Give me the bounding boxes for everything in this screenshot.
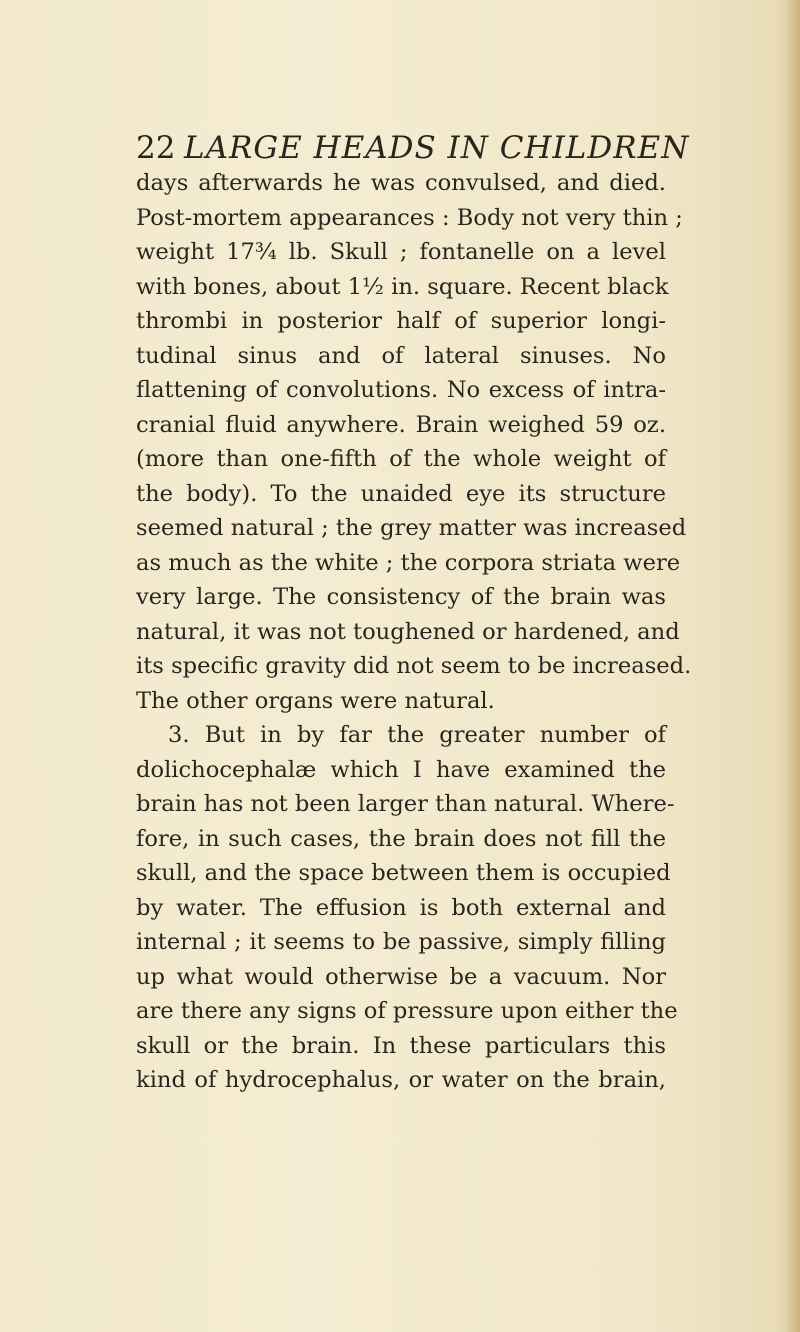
text-line: skull, and the space between them is occupied (136, 860, 671, 886)
text-line: skull or the brain. In these particulars this (136, 1032, 666, 1059)
text-line: with bones, about 1½ in. square. Recent black (136, 273, 669, 300)
text-line: dolichocephalæ which I have examined the (136, 756, 666, 783)
text-line: thrombi in posterior half of superior longi- (136, 308, 666, 334)
text-line: fore, in such cases, the brain does not fill the (136, 825, 666, 852)
text-line: as much as the white ; the corpora striata were (136, 549, 681, 576)
text-line: 3. But in by far the greater number of (168, 722, 666, 748)
page-edge-shadow (786, 0, 800, 1332)
text-line: (more than one-fifth of the whole weight of (136, 446, 666, 472)
page-header (136, 128, 696, 168)
text-line: The other organs were natural. (136, 687, 495, 714)
text-line: natural, it was not toughened or hardened, and (136, 618, 680, 645)
text-line: flattening of convolutions. No excess of intra- (136, 377, 666, 403)
text-line: brain has not been larger than natural. Where- (136, 791, 675, 817)
text-line: kind of hydrocephalus, or water on the brain, (136, 1067, 666, 1093)
page-number: 22 (136, 130, 176, 166)
text-line: cranial fluid anywhere. Brain weighed 59 oz. (136, 411, 666, 438)
text-line: up what would otherwise be a vacuum. Nor (136, 963, 666, 990)
text-line: Post-mortem appearances : Body not very thin ; (136, 204, 683, 231)
text-line: internal ; it seems to be passive, simply filling (136, 929, 666, 955)
text-line: tudinal sinus and of lateral sinuses. No (136, 342, 666, 369)
text-line: by water. The effusion is both external and (136, 894, 666, 921)
text-line: the body). To the unaided eye its structure (136, 480, 666, 507)
text-line: seemed natural ; the grey matter was increased (136, 515, 687, 541)
body-text (136, 166, 692, 1098)
text-line: weight 17¾ lb. Skull ; fontanelle on a level (136, 239, 666, 265)
text-line: very large. The consistency of the brain was (136, 584, 666, 610)
running-head: LARGE HEADS IN CHILDREN (184, 130, 690, 166)
text-line: days afterwards he was convulsed, and died. (136, 170, 666, 196)
text-line: its specific gravity did not seem to be increased. (136, 653, 692, 679)
text-line: are there any signs of pressure upon either the (136, 998, 678, 1024)
